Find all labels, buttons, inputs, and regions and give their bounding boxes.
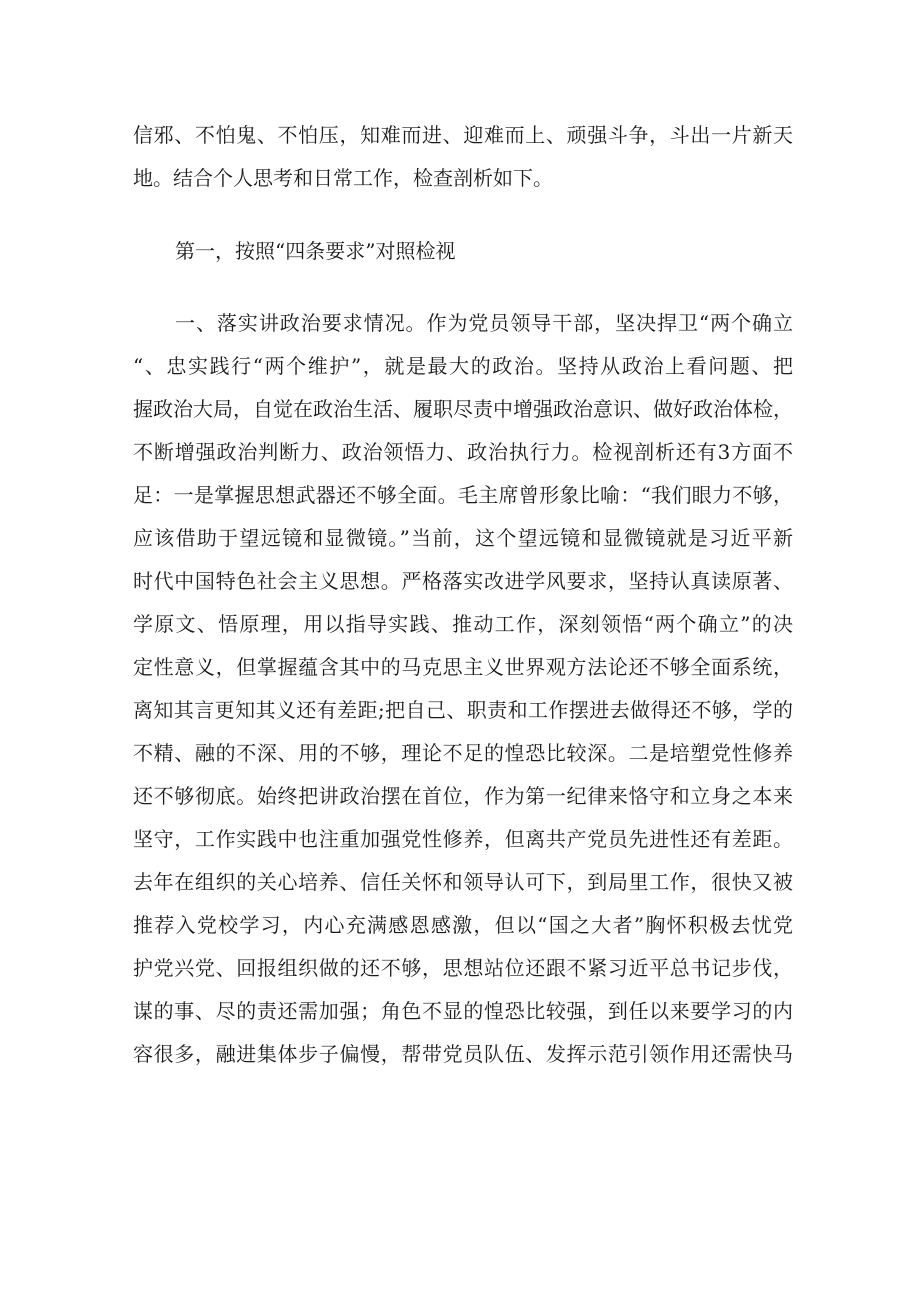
section-heading: 第一，按照“四条要求”对照检视: [175, 239, 456, 263]
paragraph-line: 握政治大局，自觉在政治生活、履职尽责中增强政治意识、做好政治体检，: [133, 397, 793, 421]
paragraph-line: “、忠实践行“两个维护”，就是最大的政治。坚持从政治上看问题、把: [133, 354, 793, 378]
paragraph-line: 学原文、悟原理，用以指导实践、推动工作，深刻领悟“两个确立”的决: [133, 612, 793, 636]
paragraph-line: 不断增强政治判断力、政治领悟力、政治执行力。检视剖析还有3方面不: [133, 440, 793, 464]
paragraph-line: 还不够彻底。始终把讲政治摆在首位，作为第一纪律来恪守和立身之本来: [133, 784, 793, 808]
paragraph-line: 推荐入党校学习，内心充满感恩感激，但以“国之大者”胸怀积极去忧党: [133, 913, 793, 937]
paragraph-line: 不精、融的不深、用的不够，理论不足的惶恐比较深。二是培塑党性修养: [133, 741, 793, 765]
paragraph-line: 去年在组织的关心培养、信任关怀和领导认可下，到局里工作，很快又被: [133, 870, 793, 894]
paragraph-line: 谋的事、尽的责还需加强；角色不显的惶恐比较强，到任以来要学习的内: [133, 999, 793, 1023]
paragraph-line: 离知其言更知其义还有差距;把自己、职责和工作摆进去做得还不够，学的: [133, 698, 793, 722]
paragraph-line: 护党兴党、回报组织做的还不够，思想站位还跟不紧习近平总书记步伐，: [133, 956, 793, 980]
paragraph-line: 坚守，工作实践中也注重加强党性修养，但离共产党员先进性还有差距。: [133, 827, 793, 851]
paragraph-line: 定性意义，但掌握蕴含其中的马克思主义世界观方法论还不够全面系统，: [133, 655, 793, 679]
paragraph-line: 信邪、不怕鬼、不怕压，知难而进、迎难而上、顽强斗争，斗出一片新天: [133, 123, 793, 147]
paragraph-line: 一、落实讲政治要求情况。作为党员领导干部，坚决捍卫“两个确立: [175, 311, 793, 335]
paragraph-line: 足：一是掌握思想武器还不够全面。毛主席曾形象比喻：“我们眼力不够，: [133, 483, 793, 507]
paragraph-line: 容很多，融进集体步子偏慢，帮带党员队伍、发挥示范引领作用还需快马: [133, 1042, 793, 1066]
paragraph-line: 应该借助于望远镜和显微镜。”当前，这个望远镜和显微镜就是习近平新: [133, 526, 793, 550]
paragraph-line: 时代中国特色社会主义思想。严格落实改进学风要求，坚持认真读原著、: [133, 569, 793, 593]
paragraph-line: 地。结合个人思考和日常工作，检查剖析如下。: [133, 166, 553, 190]
